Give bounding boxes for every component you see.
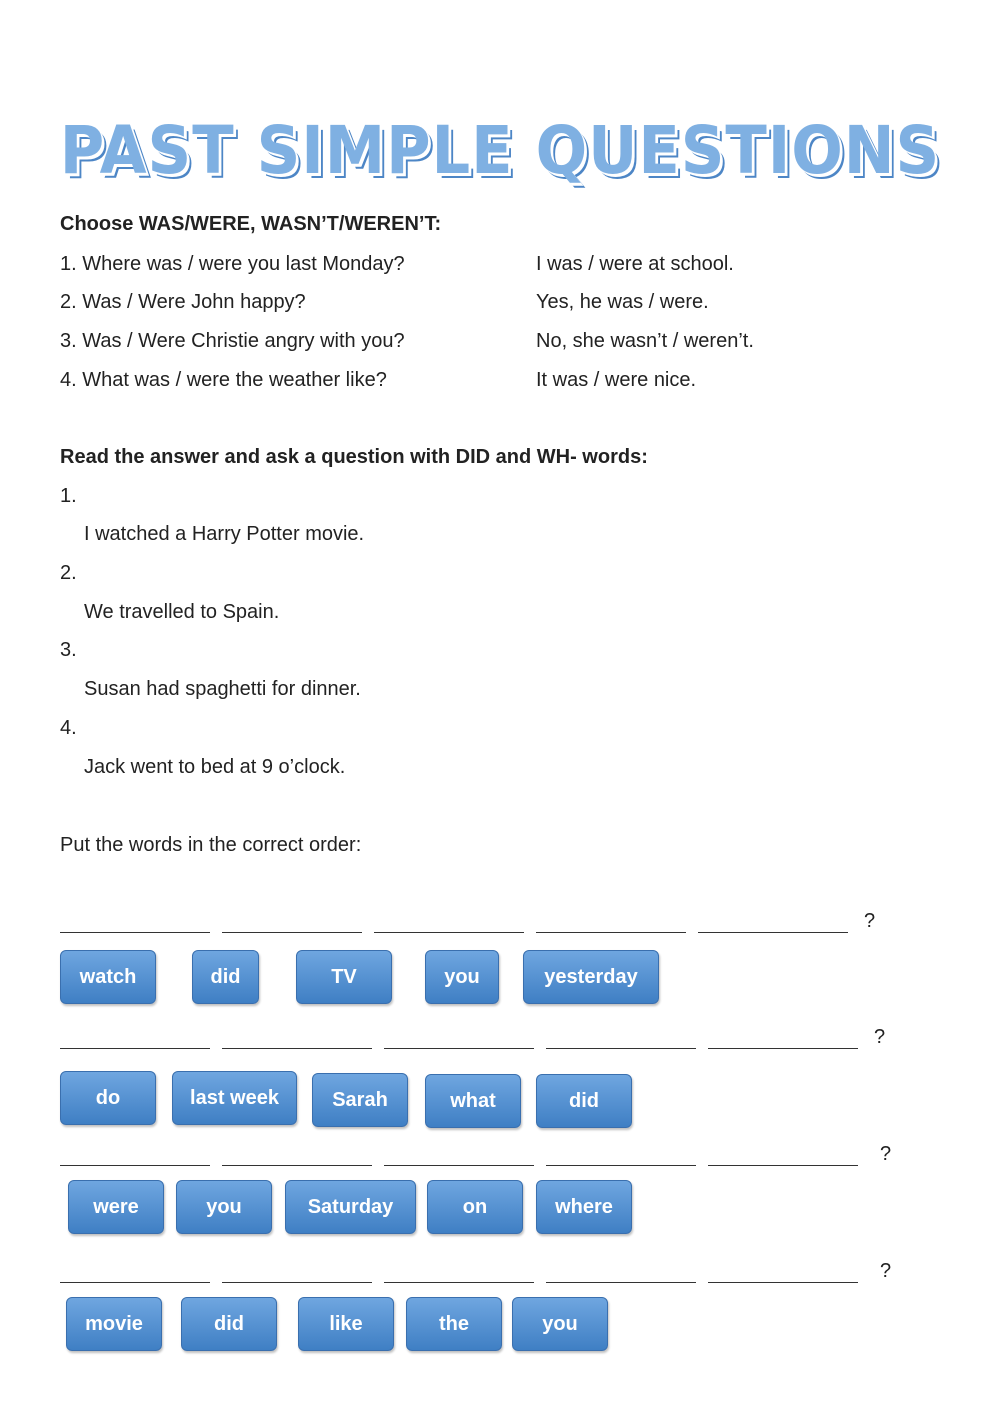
word-tile[interactable]: Sarah bbox=[312, 1073, 408, 1127]
word-tile[interactable]: you bbox=[425, 950, 499, 1004]
word-tile[interactable]: you bbox=[512, 1297, 608, 1351]
word-tile[interactable]: yesterday bbox=[523, 950, 659, 1004]
section3-heading: Put the words in the correct order: bbox=[60, 834, 362, 856]
answer-slot[interactable] bbox=[384, 1262, 534, 1283]
answer-slot[interactable] bbox=[60, 912, 210, 933]
answer-slot[interactable] bbox=[222, 1028, 372, 1049]
answer-slot[interactable] bbox=[546, 1262, 696, 1283]
answer-slot[interactable] bbox=[546, 1145, 696, 1166]
answer-line-row-1[interactable] bbox=[60, 910, 875, 933]
answer-slot[interactable] bbox=[384, 1145, 534, 1166]
section2-heading: Read the answer and ask a question with DID and WH- words: bbox=[60, 446, 648, 468]
word-tile[interactable]: watch bbox=[60, 950, 156, 1004]
answer-slot[interactable] bbox=[708, 1028, 858, 1049]
answer-slot[interactable] bbox=[60, 1262, 210, 1283]
section1-question-2[interactable]: 2. Was / Were John happy? bbox=[60, 291, 306, 313]
word-tile[interactable]: on bbox=[427, 1180, 523, 1234]
section1-answer-4[interactable]: It was / were nice. bbox=[536, 369, 697, 391]
section1-answer-3[interactable]: No, she wasn’t / weren’t. bbox=[536, 330, 754, 352]
section2-answer-2: We travelled to Spain. bbox=[84, 601, 280, 623]
word-tile[interactable]: where bbox=[536, 1180, 632, 1234]
section1-question-1[interactable]: 1. Where was / were you last Monday? bbox=[60, 253, 405, 275]
answer-slot[interactable] bbox=[546, 1028, 696, 1049]
word-tile[interactable]: did bbox=[536, 1074, 632, 1128]
section1-question-4[interactable]: 4. What was / were the weather like? bbox=[60, 369, 387, 391]
answer-slot[interactable] bbox=[222, 1145, 372, 1166]
answer-slot[interactable] bbox=[536, 912, 686, 933]
word-tile[interactable]: the bbox=[406, 1297, 502, 1351]
section1-question-3[interactable]: 3. Was / Were Christie angry with you? bbox=[60, 330, 405, 352]
word-tile[interactable]: movie bbox=[66, 1297, 162, 1351]
answer-slot[interactable] bbox=[708, 1262, 858, 1283]
answer-slot[interactable] bbox=[60, 1028, 210, 1049]
answer-slot[interactable] bbox=[708, 1145, 858, 1166]
answer-slot[interactable] bbox=[222, 1262, 372, 1283]
section1-heading: Choose WAS/WERE, WASN’T/WEREN’T: bbox=[60, 213, 442, 235]
answer-slot[interactable] bbox=[698, 912, 848, 933]
section2-number-4: 4. bbox=[60, 717, 77, 739]
section2-answer-3: Susan had spaghetti for dinner. bbox=[84, 678, 361, 700]
section1-answer-1[interactable]: I was / were at school. bbox=[536, 253, 734, 275]
answer-slot[interactable] bbox=[222, 912, 362, 933]
question-mark: ? bbox=[880, 1260, 892, 1282]
question-mark: ? bbox=[880, 1143, 892, 1165]
word-tile[interactable]: Saturday bbox=[285, 1180, 416, 1234]
word-tile[interactable]: were bbox=[68, 1180, 164, 1234]
question-mark: ? bbox=[874, 1026, 886, 1048]
answer-line-row-4[interactable] bbox=[60, 1260, 891, 1283]
section2-number-1: 1. bbox=[60, 485, 77, 507]
section2-answer-1: I watched a Harry Potter movie. bbox=[84, 523, 365, 545]
word-tile[interactable]: did bbox=[192, 950, 259, 1004]
word-tile[interactable]: what bbox=[425, 1074, 521, 1128]
section2-answer-4: Jack went to bed at 9 o’clock. bbox=[84, 756, 346, 778]
page-title: PAST SIMPLE QUESTIONS bbox=[59, 112, 941, 189]
answer-line-row-3[interactable] bbox=[60, 1143, 891, 1166]
word-tile[interactable]: did bbox=[181, 1297, 277, 1351]
question-mark: ? bbox=[864, 910, 876, 932]
answer-line-row-2[interactable] bbox=[60, 1026, 885, 1049]
answer-slot[interactable] bbox=[374, 912, 524, 933]
word-tile[interactable]: like bbox=[298, 1297, 394, 1351]
section1-answer-2[interactable]: Yes, he was / were. bbox=[536, 291, 709, 313]
section2-number-2: 2. bbox=[60, 562, 77, 584]
answer-slot[interactable] bbox=[384, 1028, 534, 1049]
word-tile[interactable]: you bbox=[176, 1180, 272, 1234]
answer-slot[interactable] bbox=[60, 1145, 210, 1166]
section2-number-3: 3. bbox=[60, 639, 77, 661]
word-tile[interactable]: TV bbox=[296, 950, 392, 1004]
word-tile[interactable]: last week bbox=[172, 1071, 297, 1125]
word-tile[interactable]: do bbox=[60, 1071, 156, 1125]
